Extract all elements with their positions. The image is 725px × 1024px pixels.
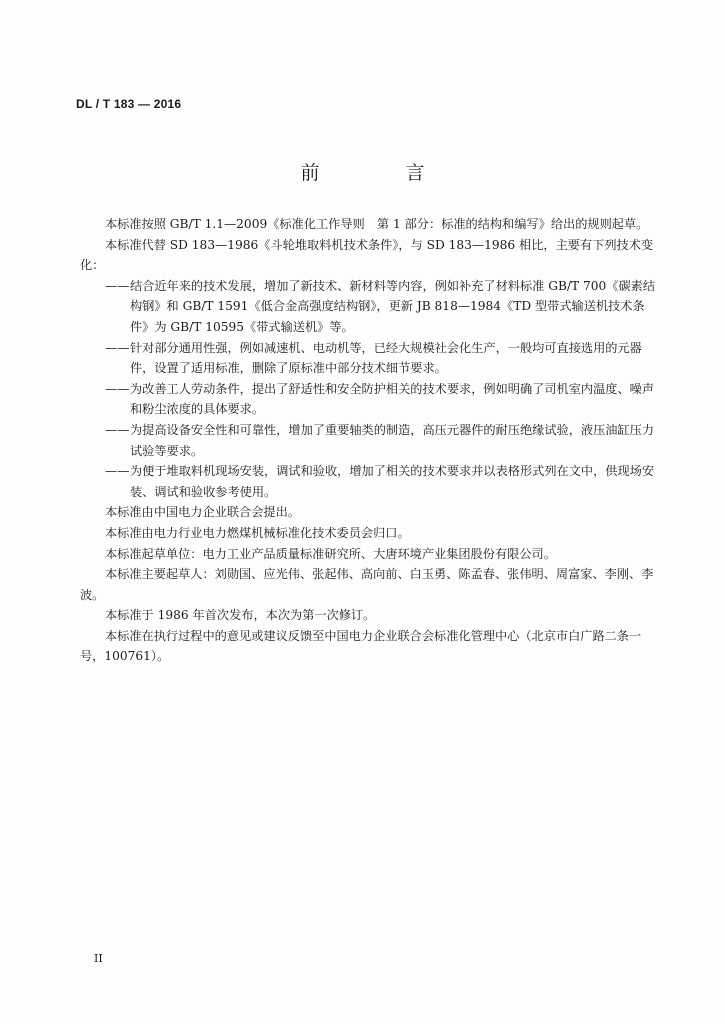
paragraph-feedback: 本标准在执行过程中的意见或建议反馈至中国电力企业联合会标准化管理中心（北京市白广路二条一号，100761）。	[80, 628, 642, 664]
list-dash: ——	[105, 340, 130, 355]
page-number: II	[94, 952, 103, 965]
list-dash: ——	[105, 381, 130, 396]
standard-code: DL / T 183 — 2016	[76, 97, 182, 111]
list-dash: ——	[105, 464, 130, 479]
change-item-text: 结合近年来的技术发展，增加了新技术、新材料等内容，例如补充了材料标准 GB/T 700《碳素结构钢》和 GB/T 1591《低合金高强度结构钢》，更新 JB 818—1984《TD 型带式输送机技术条件》为 GB/T 10595《带式输送机》等。	[130, 278, 656, 334]
foreword-body	[80, 214, 658, 667]
change-item-2	[105, 338, 658, 379]
page-title: 前 言	[300, 162, 465, 184]
change-item-text: 针对部分通用性强，例如减速机、电动机等，已经大规模社会化生产，一般均可直接选用的元器件，设置了适用标准，删除了原标准中部分技术细节要求。	[130, 340, 642, 376]
change-item-text: 为改善工人劳动条件，提出了舒适性和安全防护相关的技术要求，例如明确了司机室内温度、噪声和粉尘浓度的具体要求。	[130, 381, 655, 417]
change-item-4	[105, 420, 658, 461]
change-item-text: 为提高设备安全性和可靠性，增加了重要轴类的制造，高压元器件的耐压绝缘试验，液压油缸压力试验等要求。	[130, 422, 655, 458]
paragraph-publication: 本标准于 1986 年首次发布，本次为第一次修订。	[105, 608, 376, 623]
change-item-5	[105, 461, 658, 502]
paragraph-committee: 本标准由电力行业电力燃煤机械标准化技术委员会归口。	[105, 525, 410, 540]
paragraph-replacement: 本标准代替 SD 183—1986《斗轮堆取料机技术条件》，与 SD 183—1986 相比，主要有下列技术变化：	[80, 237, 654, 273]
list-dash: ——	[105, 278, 130, 293]
change-item-text: 为便于堆取料机现场安装，调试和验收，增加了相关的技术要求并以表格形式列在文中，供现场安装、调试和验收参考使用。	[130, 464, 655, 499]
change-item-1	[105, 276, 658, 338]
change-item-3	[105, 379, 658, 420]
list-dash: ——	[105, 422, 130, 437]
paragraph-drafters: 本标准主要起草人：刘勋国、应光伟、张起伟、高向前、白玉勇、陈孟春、张伟明、周富家、李刚、李波。	[80, 567, 654, 602]
paragraph-drafting-units: 本标准起草单位：电力工业产品质量标准研究所、大唐环境产业集团股份有限公司。	[105, 546, 556, 561]
paragraph-proposer: 本标准由中国电力企业联合会提出。	[105, 505, 300, 520]
paragraph-drafting-rules: 本标准按照 GB/T 1.1—2009《标准化工作导则 第 1 部分：标准的结构和编写》给出的规则起草。	[105, 217, 649, 231]
